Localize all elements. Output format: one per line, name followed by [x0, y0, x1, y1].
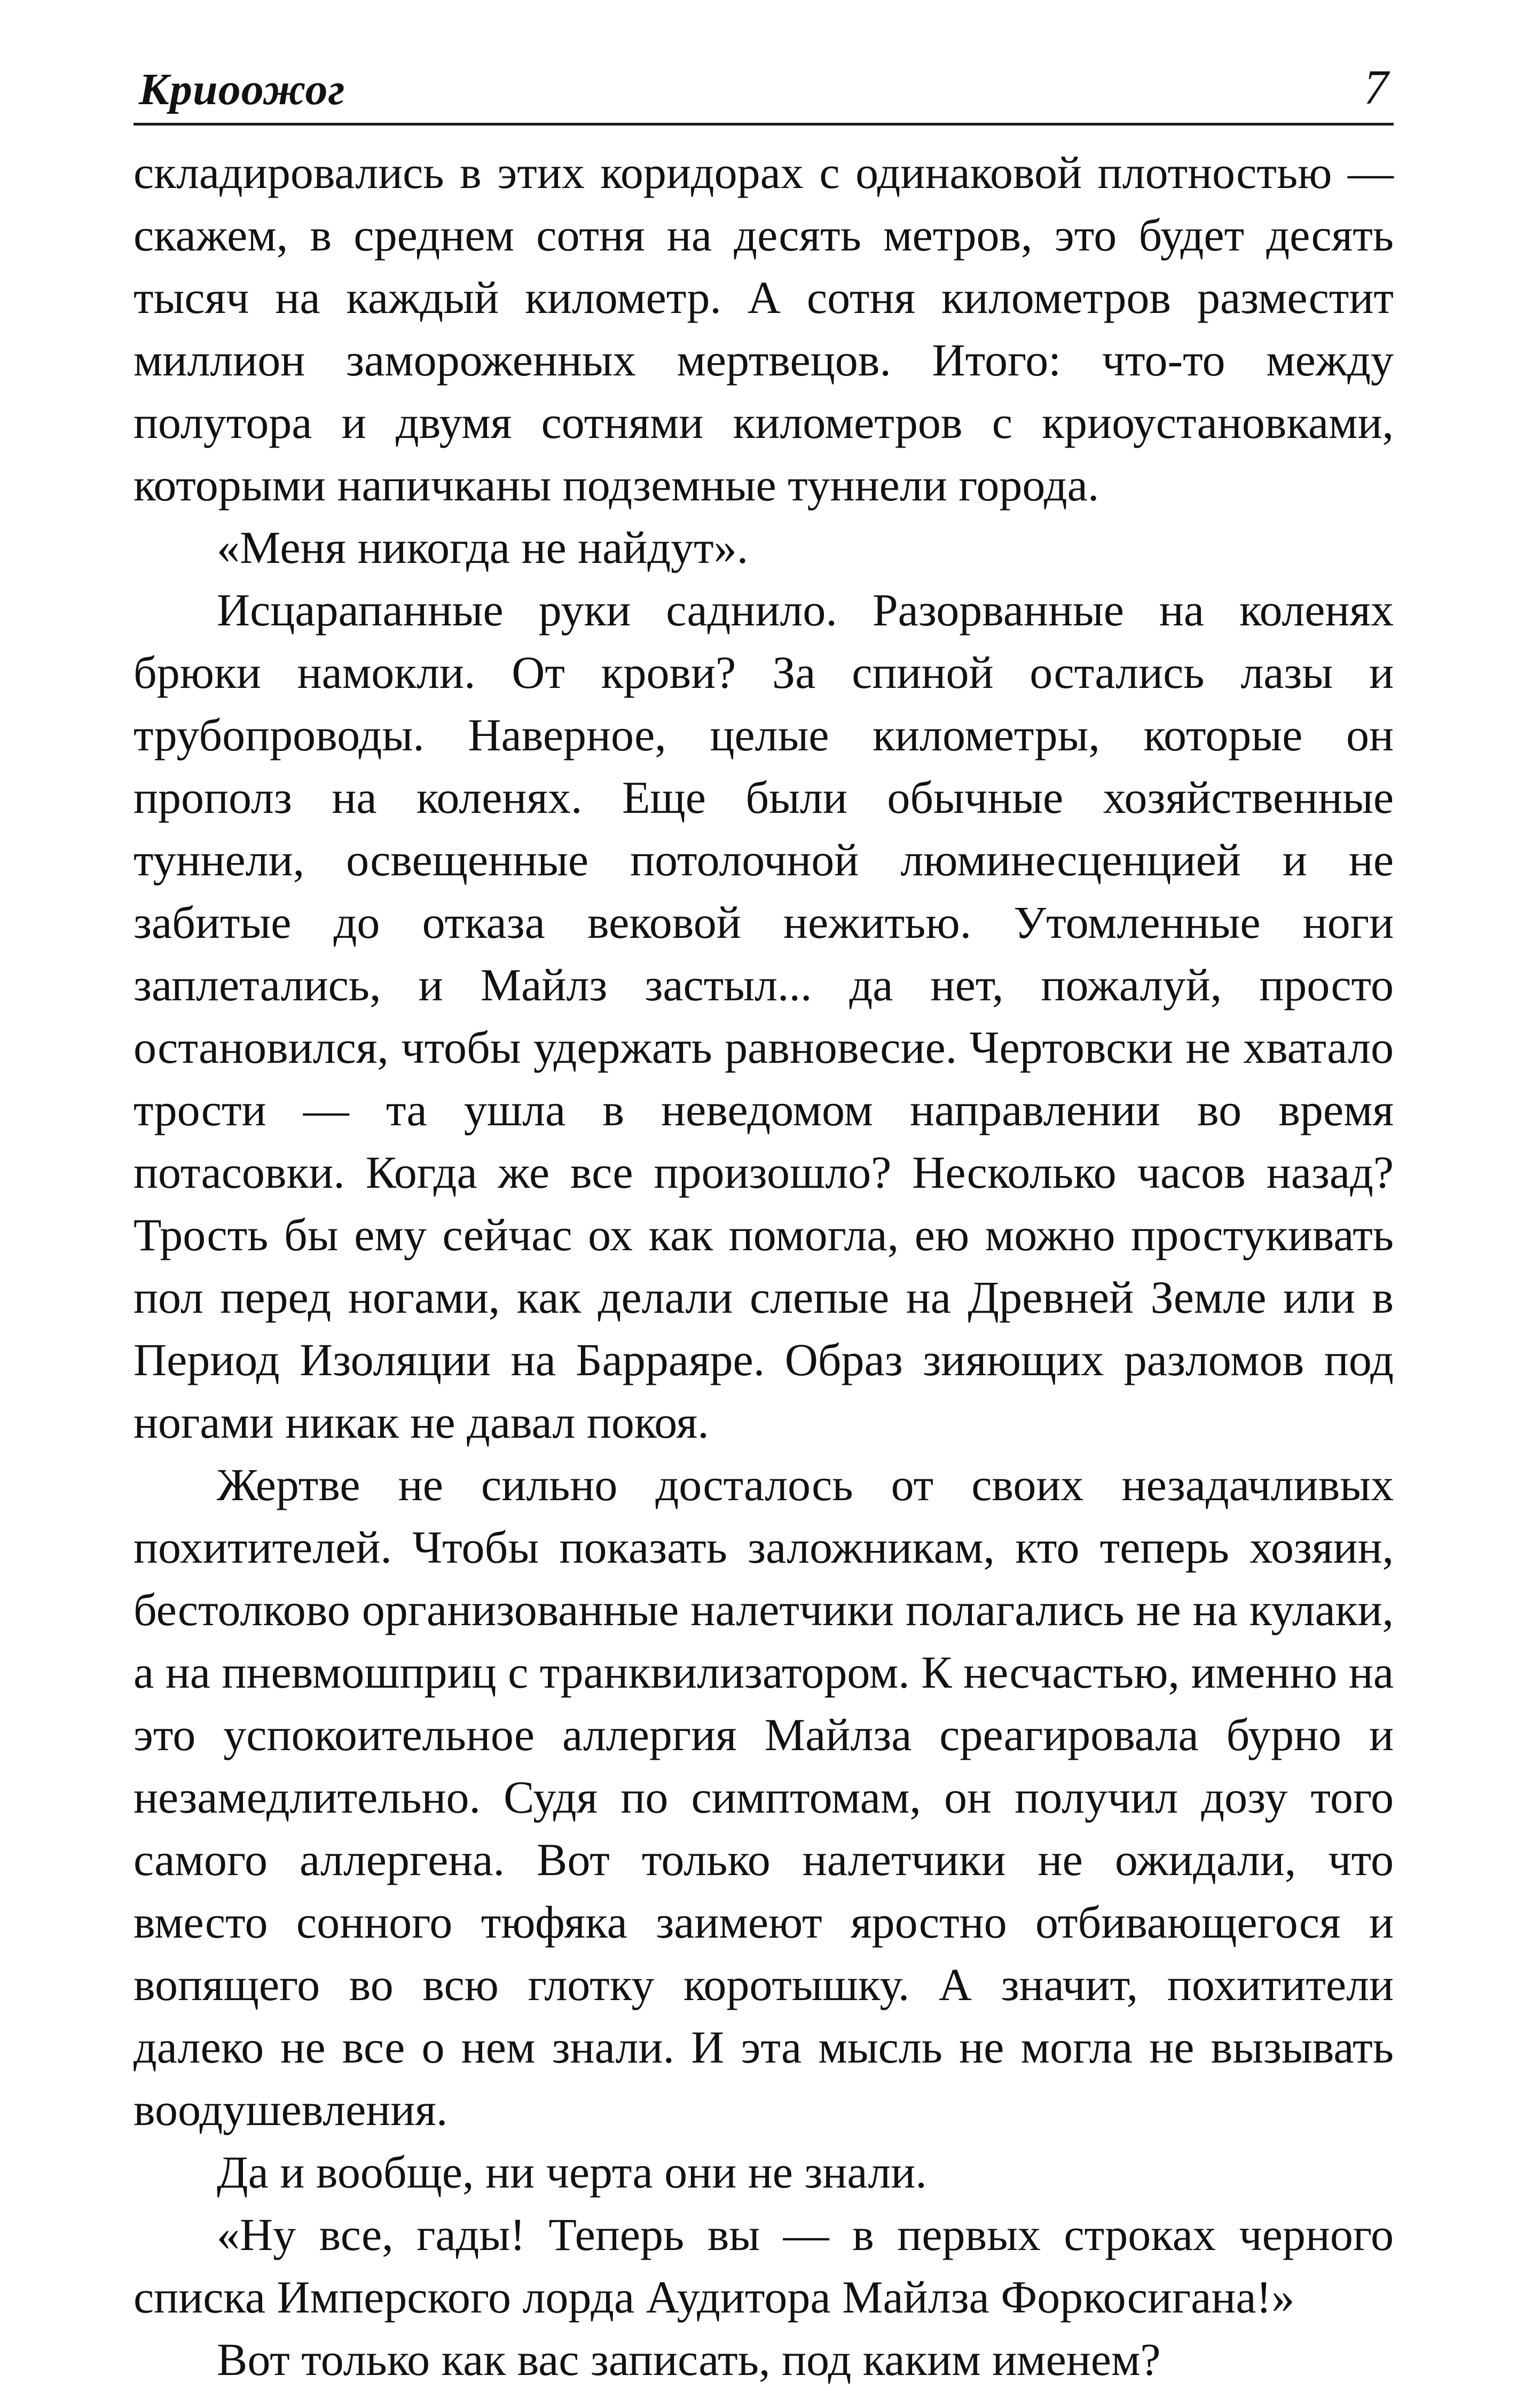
body-text	[133, 142, 1394, 2391]
running-head	[133, 43, 1394, 126]
paragraph: Вот только как вас записать, под каким именем?	[217, 2334, 1161, 2385]
paragraph: Да и вообще, ни черта они не знали.	[217, 2146, 927, 2198]
paragraph: Жертве не сильно досталось от своих незадачливых похитителей. Чтобы показать заложникам, кто теперь хозяин, бестолково организованные налетчики полагались не на кулаки, а на пневмошприц с транквилизатором. К несчастью, именно на это успокоительное аллергия Майлза среагировала бурно и незамедлительно. Судя по симптомам, он получил дозу того самого аллергена. Вот только налетчики не ожидали, что вместо сонного тюфяка заимеют яростно отбивающегося и вопящего во всю глотку коротышку. А значит, похитители далеко не все о нем знали. И эта мысль не могла не вызывать воодушевления.	[133, 1459, 1394, 2135]
paragraph: Исцарапанные руки саднило. Разорванные на коленях брюки намокли. От крови? За спиной остались лазы и трубопроводы. Наверное, целые километры, которые он прополз на коленях. Еще были обычные хозяйственные туннели, освещенные потолочной люминесценцией и не забитые до отказа вековой нежитью. Утомленные ноги заплетались, и Майлз застыл... да нет, пожалуй, просто остановился, чтобы удержать равновесие. Чертовски не хватало трости — та ушла в неведомом направлении во время потасовки. Когда же все произошло? Несколько часов назад? Трость бы ему сейчас ох как помогла, ею можно простукивать пол перед ногами, как делали слепые на Древней Земле или в Период Изоляции на Барраяре. Образ зияющих разломов под ногами никак не давал покоя.	[133, 584, 1394, 1448]
page-number: 7	[1364, 60, 1388, 114]
running-title: Криоожог	[139, 65, 345, 114]
book-page	[133, 43, 1394, 2385]
paragraph: складировались в этих коридорах с одинаковой плотностью — скажем, в среднем сотня на десять метров, это будет десять тысяч на каждый километр. А сотня километров разместит миллион замороженных мертвецов. Итого: что-то между полутора и двумя сотнями километров с криоустановками, которыми напичканы подземные туннели города.	[133, 147, 1394, 511]
paragraph: «Меня никогда не найдут».	[217, 522, 749, 573]
paragraph: «Ну все, гады! Теперь вы — в первых строках черного списка Имперского лорда Аудитора Майлза Форкосигана!»	[133, 2209, 1394, 2323]
